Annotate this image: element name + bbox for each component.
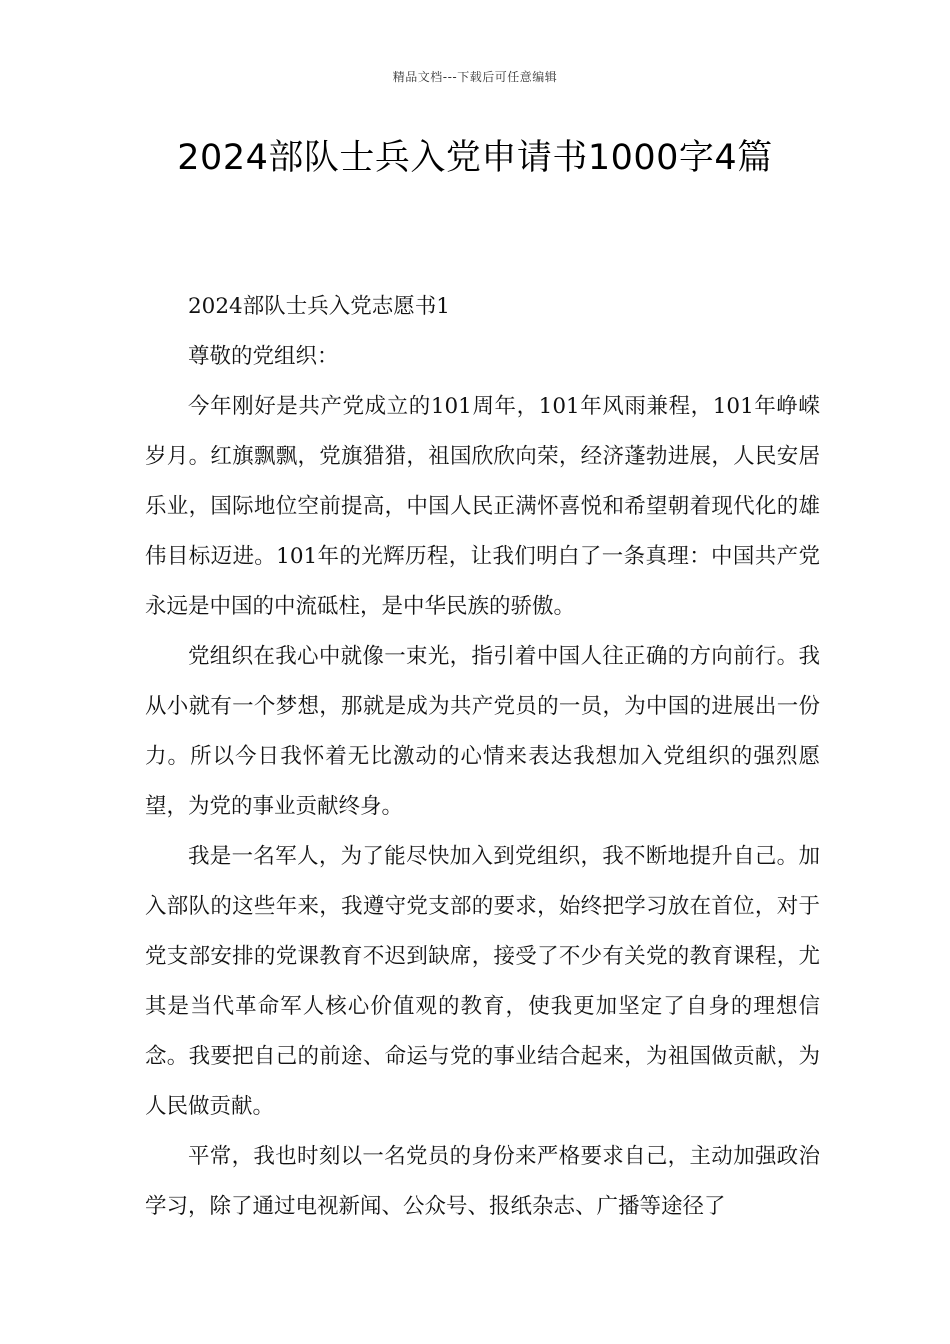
paragraph: 今年刚好是共产党成立的101周年，101年风雨兼程，101年峥嵘岁月。红旗飘飘，党旗猎猎，祖国欣欣向荣，经济蓬勃进展，人民安居乐业，国际地位空前提高，中国人民正满怀喜悦和希望朝着现代化的雄伟目标迈进。101年的光辉历程，让我们明白了一条真理：中国共产党永远是中国的中流砥柱，是中华民族的骄傲。 xyxy=(145,394,820,619)
paragraph: 平常，我也时刻以一名党员的身份来严格要求自己，主动加强政治学习，除了通过电视新闻、公众号、报纸杂志、广播等途径了 xyxy=(145,1144,820,1219)
document-title: 2024部队士兵入党申请书1000字4篇 xyxy=(177,138,773,178)
document-body xyxy=(145,282,820,1232)
paragraph: 党组织在我心中就像一束光，指引着中国人往正确的方向前行。我从小就有一个梦想，那就是成为共产党员的一员，为中国的进展出一份力。所以今日我怀着无比激动的心情来表达我想加入党组织的强烈愿望，为党的事业贡献终身。 xyxy=(145,644,820,819)
header-note: 精品文档---下载后可任意编辑 xyxy=(392,70,558,84)
letter-subheading: 2024部队士兵入党志愿书1 xyxy=(188,294,450,319)
letter-salutation: 尊敬的党组织： xyxy=(188,344,339,369)
paragraph: 我是一名军人，为了能尽快加入到党组织，我不断地提升自己。加入部队的这些年来，我遵守党支部的要求，始终把学习放在首位，对于党支部安排的党课教育不迟到缺席，接受了不少有关党的教育课程，尤其是当代革命军人核心价值观的教育，使我更加坚定了自身的理想信念。我要把自己的前途、命运与党的事业结合起来，为祖国做贡献，为人民做贡献。 xyxy=(145,844,820,1119)
